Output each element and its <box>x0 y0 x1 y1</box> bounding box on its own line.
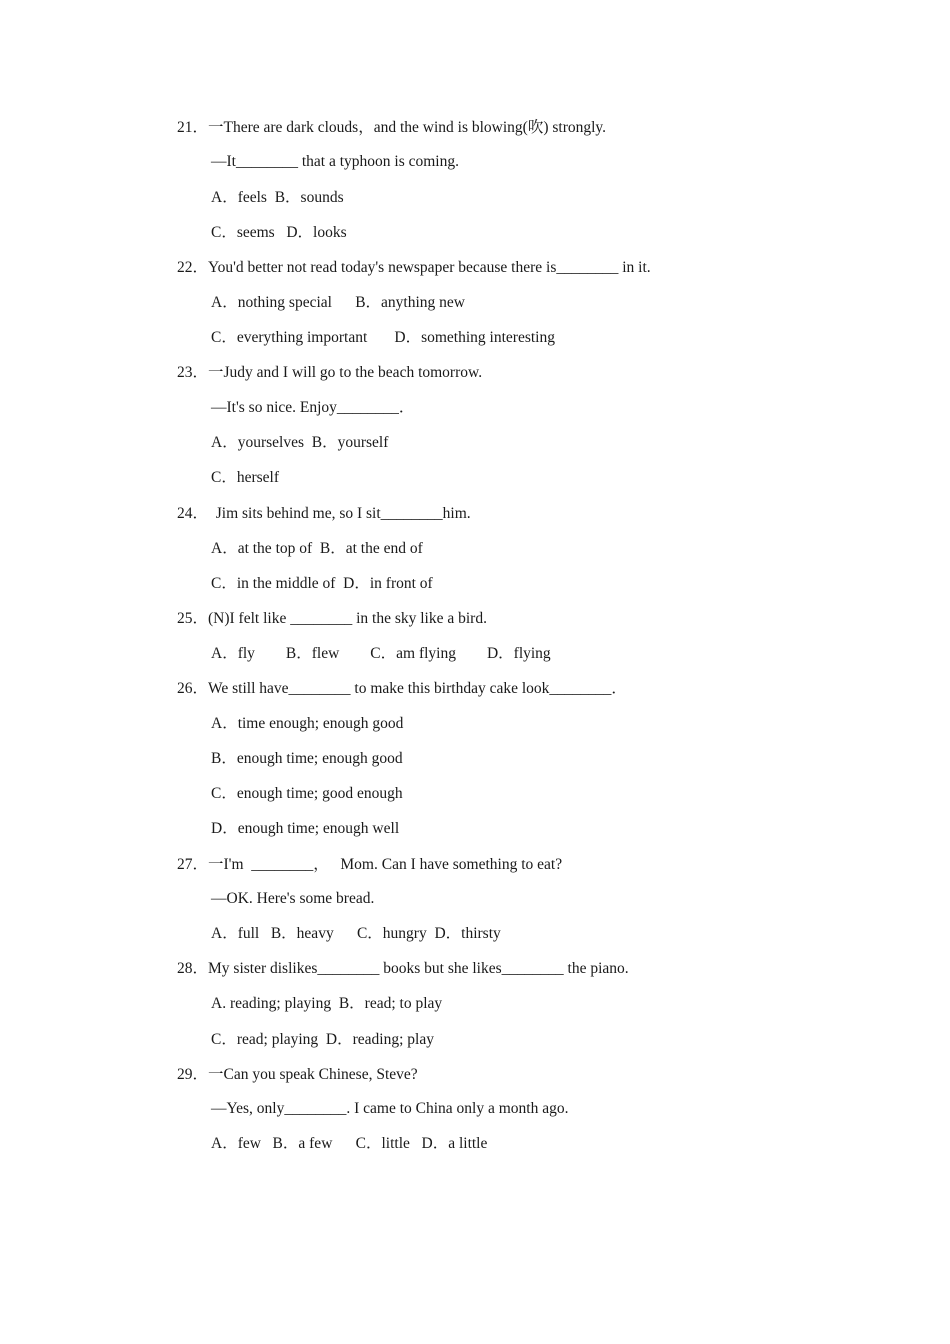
question-27-reply: —OK. Here's some bread. <box>211 890 375 907</box>
question-21-options-cd: C．seems D．looks <box>211 224 347 241</box>
question-29-stem: 29．一Can you speak Chinese, Steve? <box>177 1066 418 1083</box>
question-29-reply: —Yes, only________. I came to China only a month ago. <box>211 1100 569 1117</box>
question-22-stem: 22．You'd better not read today's newspaper because there is________ in it. <box>177 259 651 276</box>
question-28-options-cd: C．read; playing D．reading; play <box>211 1031 434 1048</box>
question-26-option-a: A．time enough; enough good <box>211 715 404 732</box>
question-28-options-ab: A. reading; playing B．read; to play <box>211 995 443 1012</box>
question-23-option-c: C．herself <box>211 469 280 486</box>
question-25-stem: 25．(N)I felt like ________ in the sky like a bird. <box>177 610 487 627</box>
question-26-stem: 26．We still have________ to make this birthday cake look________． <box>177 680 627 697</box>
question-28-stem: 28．My sister dislikes________ books but she likes________ the piano. <box>177 960 629 977</box>
question-24-options-ab: A．at the top of B．at the end of <box>211 540 423 557</box>
question-23-reply: —It's so nice. Enjoy________． <box>211 399 415 416</box>
question-26-option-d: D．enough time; enough well <box>211 820 400 837</box>
question-21-reply: —It________ that a typhoon is coming. <box>211 153 459 170</box>
question-23-stem: 23．一Judy and I will go to the beach tomorrow. <box>177 364 483 381</box>
question-26-option-c: C．enough time; good enough <box>211 785 403 802</box>
question-26-option-b: B．enough time; enough good <box>211 750 403 767</box>
question-27-stem: 27．一I'm ________， Mom. Can I have something to eat? <box>177 856 563 873</box>
question-22-options-cd: C．everything important D．something interesting <box>211 329 555 346</box>
question-25-options: A．fly B．flew C．am flying D．flying <box>211 645 551 662</box>
question-21-stem: 21．一There are dark clouds，and the wind is blowing(吹) strongly. <box>177 119 607 136</box>
question-22-options-ab: A．nothing special B．anything new <box>211 294 465 311</box>
question-21-options-ab: A．feels B．sounds <box>211 189 344 206</box>
question-24-options-cd: C．in the middle of D．in front of <box>211 575 433 592</box>
question-23-options-ab: A．yourselves B．yourself <box>211 434 389 451</box>
question-27-options: A．full B．heavy C．hungry D．thirsty <box>211 925 501 942</box>
question-24-stem: 24． Jim sits behind me, so I sit________him. <box>177 505 471 522</box>
question-29-options: A．few B．a few C．little D．a little <box>211 1135 488 1152</box>
